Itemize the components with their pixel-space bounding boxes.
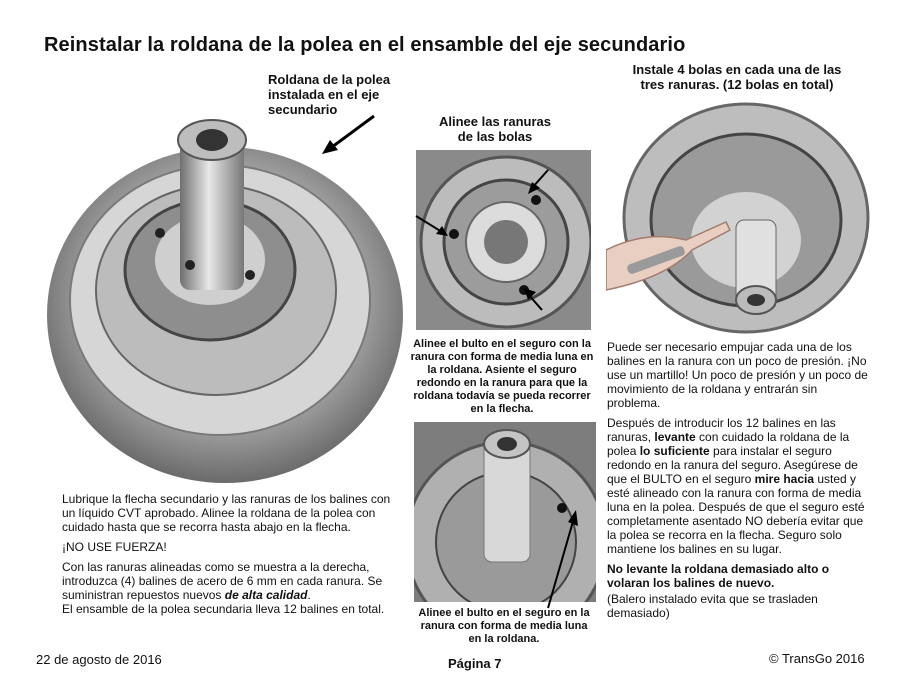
caption-line: en la flecha. [470, 403, 534, 415]
caption-line: Alinee el bulto en el seguro con la [413, 338, 591, 350]
text-run: con cuidado la roldana de la polea [607, 430, 850, 458]
left-paragraph: Lubrique la flecha secundario y las ranuras de los balines con un líquido CVT aprobado. Alinee la roldana de la polea con cuidado hasta que se recorra hasta abajo en la flecha. [62, 492, 391, 534]
left-paragraph: El ensamble de la polea secundaria lleva 12 balines en total. [62, 602, 385, 616]
footer-date: 22 de agosto de 2016 [36, 652, 162, 667]
text-run: de alta calidad [224, 588, 308, 602]
callout-line: Instale 4 bolas en cada una de las [632, 62, 842, 77]
callout-line: secundario [268, 102, 338, 117]
right-warning [607, 562, 869, 590]
caption-line: la roldana. Asiente el seguro [427, 364, 577, 376]
callout-line: de las bolas [457, 129, 533, 144]
text-run: Después de introducir los 12 balines en las ranuras, [607, 416, 836, 444]
caption-align-bump-top [404, 338, 600, 416]
callout-line: tres ranuras. (12 bolas en total) [640, 77, 834, 92]
callout-install-balls [606, 62, 868, 92]
text-run: levante [654, 430, 696, 444]
right-paragraph [607, 416, 869, 556]
caption-line: roldana todavía se pueda recorrer [413, 390, 591, 402]
callout-line: Roldana de la polea [268, 72, 391, 87]
left-paragraph [62, 560, 402, 602]
callout-line: instalada en el eje [268, 87, 380, 102]
text-run: lo suficiente [639, 444, 710, 458]
text-run: . [307, 588, 311, 602]
left-instructions [62, 492, 402, 622]
right-paragraph: Puede ser necesario empujar cada una de los balines en la ranura con un poco de presión. ¡No use un martillo! Un poco de presión y un poco de movimiento de la roldana y entrarán sin problema. [607, 340, 868, 410]
arrow-icon [412, 160, 592, 320]
text-run: Con las ranuras alineadas como se muestra a la derecha, introduzca (4) balines de acero de 6 mm en cada ranura. Se suministran repuestos nuevos [62, 560, 383, 602]
page-title: Reinstalar la roldana de la polea en el ensamble del eje secundario [44, 34, 686, 56]
text-run: usted y esté alineado con la ranura con forma de media luna en la polea. Después de que el seguro esté completamente asentado NO debería evitar que la polea se recorra en la flecha. Seguro solo mantiene los balines en su lugar. [607, 472, 865, 556]
arrow-icon [540, 504, 590, 614]
caption-line: redondo en la ranura para que la [416, 377, 588, 389]
caption-line: Alinee el bulto en el seguro en la [418, 607, 590, 619]
right-instructions [607, 340, 869, 626]
caption-line: en la roldana. [468, 633, 540, 645]
pulley-shaft-photo [40, 100, 410, 490]
arrow-icon [318, 112, 380, 158]
caption-align-bump-bottom [406, 607, 602, 646]
install-balls-photo [606, 100, 870, 338]
right-note: (Balero instalado evita que se trasladen demasiado) [607, 592, 818, 620]
caption-line: ranura con forma de media luna [420, 620, 588, 632]
left-warning: ¡NO USE FUERZA! [62, 540, 167, 554]
callout-line: Alinee las ranuras [439, 114, 551, 129]
text-run: mire hacia [754, 472, 815, 486]
footer-copyright: © TransGo 2016 [769, 651, 865, 666]
footer-page-number: Página 7 [448, 656, 502, 671]
callout-align-slots [430, 114, 560, 144]
text-run: para instalar el seguro redondo en la ranura del seguro. Asegúrese de que el BULTO en el seguro [607, 444, 858, 486]
caption-line: ranura con forma de media luna en [410, 351, 594, 363]
text-run: No levante la roldana demasiado alto o volaran los balines de nuevo. [607, 562, 830, 590]
